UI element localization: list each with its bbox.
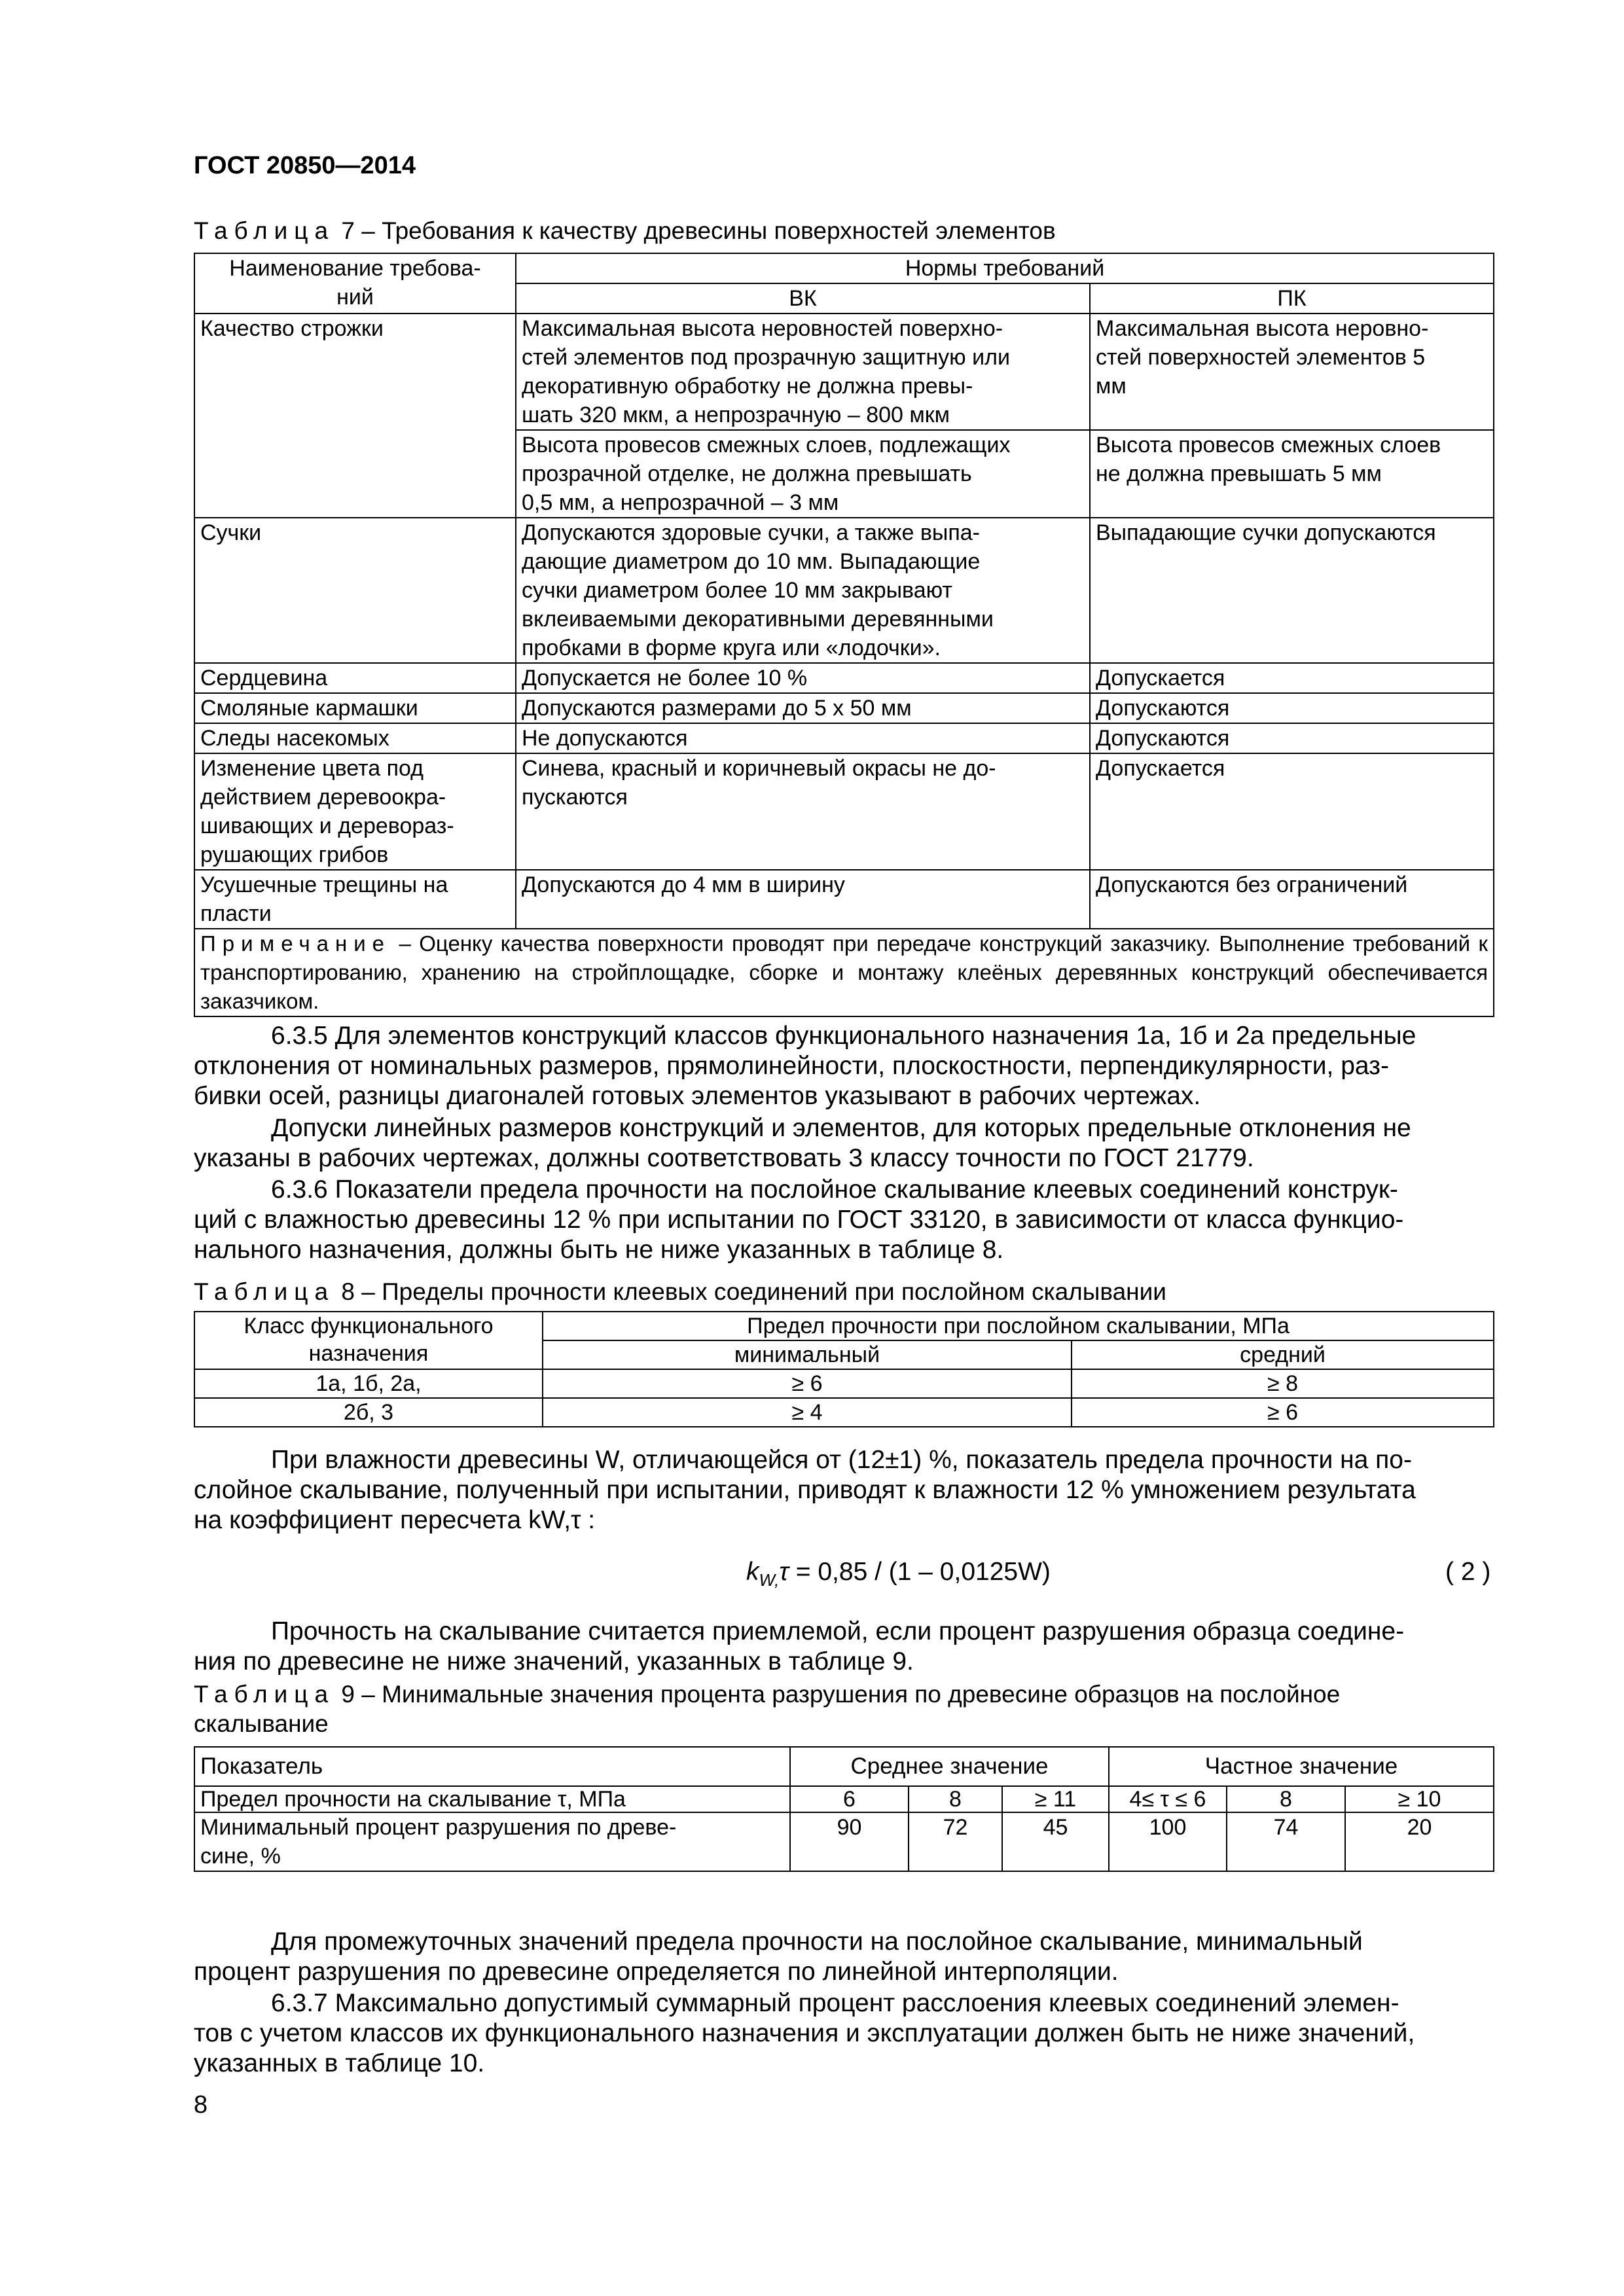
table9-head-indicator: Показатель — [194, 1747, 790, 1786]
table7-cell-vk: Допускаются здоровые сучки, а также выпа- дающие диаметром до 10 мм. Выпадающие сучки диаметром более 10 мм закрывают вклеиваемыми декоративными деревянными пробками в форме круга или «лодочки». — [516, 518, 1090, 663]
table9-cell: 74 — [1227, 1812, 1345, 1871]
table7-cell-pk: Допускаются — [1090, 723, 1494, 753]
table8-head-avg: средний — [1072, 1340, 1494, 1369]
table7-note-word: Примечание — [200, 931, 391, 956]
table9-row2-label: Минимальный процент разрушения по древе- сине, % — [194, 1812, 790, 1871]
formula-sub: W, — [759, 1570, 780, 1590]
formula-rhs: = 0,85 / (1 – 0,0125W) — [788, 1558, 1051, 1586]
table9-caption-text: 9 – Минимальные значения процента разрушения по древесине образцов на послойное — [341, 1681, 1341, 1708]
table7-cell-name: Усушечные трещины на пласти — [194, 870, 516, 929]
table8-cell-min: ≥ 6 — [543, 1369, 1072, 1398]
table7-row — [194, 693, 1494, 723]
table8-head-limit: Предел прочности при послойном скалывании, МПа — [543, 1312, 1494, 1340]
table7-cell-pk: Максимальная высота неровно- стей поверхностей элементов 5 мм — [1090, 314, 1494, 430]
table8-cell-avg: ≥ 6 — [1072, 1398, 1494, 1427]
table7-cell-vk: Допускаются размерами до 5 x 50 мм — [516, 693, 1090, 723]
table7-head-name: Наименование требова- ний — [194, 253, 516, 314]
paragraph-6-3-6: 6.3.6 Показатели предела прочности на послойное скалывание клеевых соединений конструк- ций с влажностью древесины 12 % при испытании по ГОСТ 33120, в зависимости от класса функцио- нального назначения, должны быть не ниже указанных в таблице 8. — [194, 1175, 1404, 1264]
table9-cell: ≥ 10 — [1345, 1786, 1494, 1812]
table8-cell-avg: ≥ 8 — [1072, 1369, 1494, 1398]
formula-tau: τ — [779, 1558, 789, 1586]
table7-cell-name: Качество строжки — [194, 314, 516, 430]
table7-cell-pk: Допускается — [1090, 753, 1494, 870]
paragraph-dopuski: Допуски линейных размеров конструкций и элементов, для которых предельные отклонения не указаны в рабочих чертежах, должны соответствовать 3 классу точности по ГОСТ 21779. — [194, 1114, 1411, 1172]
table7-head-norms: Нормы требований — [516, 253, 1494, 283]
table7-cell-name: Сучки — [194, 518, 516, 663]
table9 — [194, 1746, 1494, 1872]
table7-row — [194, 518, 1494, 663]
table9-cell: 8 — [909, 1786, 1002, 1812]
table7-caption-text: 7 – Требования к качеству древесины поверхностей элементов — [341, 217, 1056, 244]
table9-row1-label: Предел прочности на скалывание τ, МПа — [194, 1786, 790, 1812]
table7-cell-vk: Высота провесов смежных слоев, подлежащих прозрачной отделке, не должна превышать 0,5 мм, а непрозрачной – 3 мм — [516, 430, 1090, 518]
table9-head-part: Частное значение — [1109, 1747, 1494, 1786]
table7-cell-name: Сердцевина — [194, 663, 516, 693]
table7-row — [194, 430, 1494, 518]
table7-cell-name: Изменение цвета под действием деревоокра- шивающих и деревораз- рушающих грибов — [194, 753, 516, 870]
table7-cell-pk: Допускаются — [1090, 693, 1494, 723]
table7-cell-pk: Допускается — [1090, 663, 1494, 693]
table7-row — [194, 314, 1494, 430]
table9-cell: 100 — [1109, 1812, 1227, 1871]
table7-cell-pk: Выпадающие сучки допускаются — [1090, 518, 1494, 663]
table9-caption-word: Таблица — [194, 1681, 335, 1708]
table9-cell: 4≤ τ ≤ 6 — [1109, 1786, 1227, 1812]
table8-cell-min: ≥ 4 — [543, 1398, 1072, 1427]
table8-row — [194, 1398, 1494, 1427]
paragraph-6-3-7: 6.3.7 Максимально допустимый суммарный процент расслоения клеевых соединений элемен- тов с учетом классов их функционального назначения и эксплуатации должен быть не ниже значений, указанных в таблице 10. — [194, 1989, 1415, 2077]
table8-head-class: Класс функционального назначения — [194, 1312, 543, 1369]
table7-head-vk: ВК — [516, 283, 1090, 314]
table7-row — [194, 870, 1494, 929]
table7-cell-name: Следы насекомых — [194, 723, 516, 753]
table7-caption — [194, 217, 1056, 245]
table7-cell-name: Смоляные кармашки — [194, 693, 516, 723]
table8-head-min: минимальный — [543, 1340, 1072, 1369]
formula — [746, 1558, 1051, 1590]
table8-caption-word: Таблица — [194, 1278, 335, 1305]
formula-number: ( 2 ) — [1445, 1558, 1491, 1586]
table9-head-avg: Среднее значение — [790, 1747, 1109, 1786]
table7 — [194, 253, 1494, 1017]
table9-cell: 6 — [790, 1786, 909, 1812]
paragraph-6-3-5: 6.3.5 Для элементов конструкций классов функционального назначения 1а, 1б и 2а предельные отклонения от номинальных размеров, прямолинейности, плоскостности, перпендикулярности, раз- бивки осей, разницы диагоналей готовых элементов указывают в рабочих чертежах. — [194, 1022, 1416, 1110]
table7-cell-vk: Допускается не более 10 % — [516, 663, 1090, 693]
table9-cell: ≥ 11 — [1002, 1786, 1109, 1812]
paragraph-interpolation: Для промежуточных значений предела прочности на послойное скалывание, минимальный процент разрушения по древесине определяется по линейной интерполяции. — [194, 1928, 1363, 1986]
table8-caption-text: 8 – Пределы прочности клеевых соединений при послойном скалывании — [341, 1278, 1166, 1305]
paragraph-prochnost: Прочность на скалывание считается приемлемой, если процент разрушения образца соедине- ния по древесине не ниже значений, указанных в таблице 9. — [194, 1617, 1405, 1676]
paragraph-vlazhnost: При влажности древесины W, отличающейся от (12±1) %, показатель предела прочности на по- слойное скалывание, полученный при испытании, приводят к влажности 12 % умножением результата на коэффициент пересчета kW,τ : — [194, 1446, 1416, 1534]
table8-cell-class: 2б, 3 — [194, 1398, 543, 1427]
table9-cell: 8 — [1227, 1786, 1345, 1812]
table8-row — [194, 1369, 1494, 1398]
table7-body — [194, 314, 1494, 929]
table7-head-pk: ПК — [1090, 283, 1494, 314]
table7-row — [194, 723, 1494, 753]
table7-note — [194, 929, 1494, 1016]
table9-caption — [194, 1681, 1340, 1708]
table8 — [194, 1311, 1494, 1427]
table7-cell-vk: Максимальная высота неровностей поверхно- стей элементов под прозрачную защитную или декоративную обработку не должна превы- шать 320 мкм, а непрозрачную – 800 мкм — [516, 314, 1090, 430]
document-header: ГОСТ 20850—2014 — [194, 152, 416, 179]
table7-note-text: – Оценку качества поверхности проводят при передаче конструкций заказчику. Выполнение требований к транспортированию, хранению на стройплощадке, сборке и монтажу клеёных деревянных конструкций обеспечивается заказчиком. — [200, 931, 1488, 1013]
table7-caption-word: Таблица — [194, 217, 335, 244]
table7-row — [194, 663, 1494, 693]
table7-cell-pk: Допускаются без ограничений — [1090, 870, 1494, 929]
table8-caption — [194, 1278, 1166, 1306]
table9-cell: 20 — [1345, 1812, 1494, 1871]
table7-row — [194, 753, 1494, 870]
table9-row-percent — [194, 1812, 1494, 1871]
table7-cell-vk: Допускаются до 4 мм в ширину — [516, 870, 1090, 929]
table9-caption-line2: скалывание — [194, 1710, 329, 1737]
table9-cell: 90 — [790, 1812, 909, 1871]
formula-k: k — [746, 1558, 759, 1586]
table9-cell: 72 — [909, 1812, 1002, 1871]
table7-cell-vk: Не допускаются — [516, 723, 1090, 753]
table9-cell: 45 — [1002, 1812, 1109, 1871]
table7-cell-name — [194, 430, 516, 518]
table9-row-strength — [194, 1786, 1494, 1812]
page-number: 8 — [194, 2091, 208, 2119]
table7-cell-pk: Высота провесов смежных слоев не должна превышать 5 мм — [1090, 430, 1494, 518]
table7-cell-vk: Синева, красный и коричневый окрасы не до- пускаются — [516, 753, 1090, 870]
table8-cell-class: 1а, 1б, 2а, — [194, 1369, 543, 1398]
